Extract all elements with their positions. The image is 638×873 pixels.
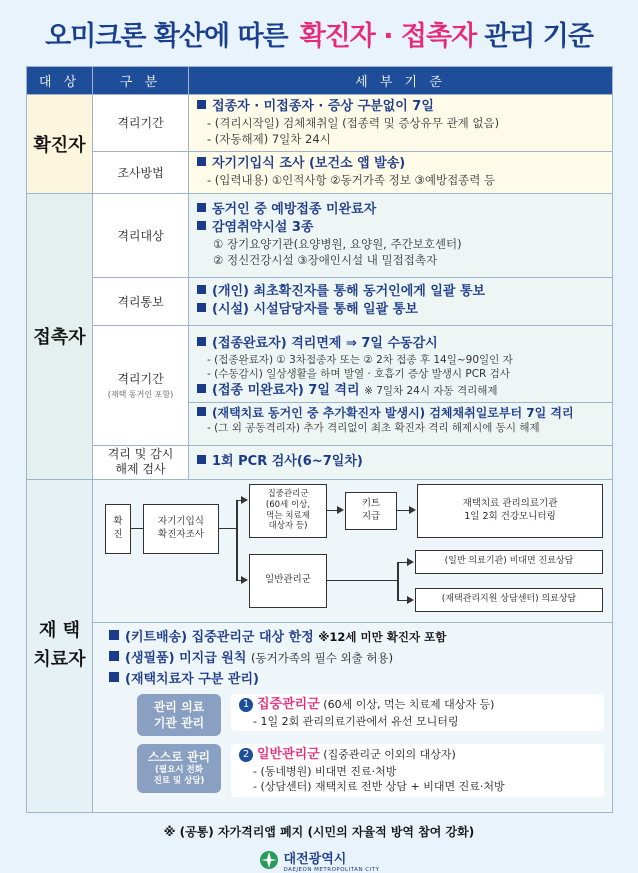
square-bullet-icon (197, 157, 206, 166)
detail-survey (189, 151, 613, 193)
header-category: 구 분 (93, 67, 189, 95)
sub-period-label: 격리기간 (117, 372, 164, 387)
sub-notice: 격리통보 (93, 277, 189, 325)
footer-note: ※ (공통) 자가격리앱 폐지 (시민의 자율적 방역 참여 강화) (163, 824, 475, 839)
detail-line: - (격리시작일) 검체채취일 (접종력 및 증상유무 관계 없음) (207, 115, 500, 130)
bullet-text: (재택치료자 구분 관리) (125, 671, 259, 687)
detail-line: ② 정신건강시설 ③장애인시설 내 밀접접촉자 (213, 253, 438, 268)
detail-target (189, 193, 613, 277)
flow-text: 확진자조사 (158, 528, 204, 540)
detail-bold: (접종 미완료자) 7일 격리 (212, 382, 360, 398)
arrow-icon (407, 558, 414, 566)
flow-intensive-box (249, 484, 327, 538)
detail-period (189, 325, 613, 445)
flow-kit-box (345, 492, 397, 530)
mgmt-label (137, 694, 221, 736)
detail-line: - (입력내용) ①인적사항 ②동거가족 정보 ③예방접종력 등 (207, 173, 496, 188)
flow-monitor-box (417, 484, 603, 538)
mgmt-line: - 1일 2회 관리의료기관에서 유선 모니터링 (253, 714, 459, 728)
square-bullet-icon (109, 672, 119, 682)
title-part2: 확진자 · 접촉자 (299, 20, 477, 52)
home-bullets (93, 622, 612, 690)
home-section (93, 479, 613, 812)
detail-isolation (189, 95, 613, 152)
square-bullet-icon (197, 455, 206, 464)
detail-line: ① 장기요양기관(요양병원, 요양원, 주간보호센터) (213, 237, 462, 252)
table-header (27, 67, 613, 95)
mgmt-label-line: 관리 의료 (153, 699, 205, 714)
table-row (27, 445, 613, 479)
criteria-table (26, 66, 613, 813)
detail-note: ※ 7일차 24시 자동 격리해제 (364, 384, 498, 397)
flow-survey-box (143, 504, 219, 554)
table-row (27, 277, 613, 325)
header-detail: 세 부 기 준 (189, 67, 613, 95)
detail-line: - (접종완료자) ① 3차접종자 또는 ② 2차 접종 후 14일~90일인 자 (207, 353, 513, 366)
flow-confirmed-box (105, 504, 131, 554)
category-home-line: 재 택 (38, 619, 81, 641)
flow-text: 진 (113, 528, 123, 540)
square-bullet-icon (197, 285, 206, 294)
sub-survey: 조사방법 (93, 151, 189, 193)
mgmt-intensive (93, 694, 612, 740)
detail-bold: 자기기입식 조사 (보건소 앱 발송) (212, 156, 406, 172)
detail-line: - (수동감시) 일상생활을 하며 발열 · 호흡기 증상 발생시 PCR 검사 (207, 368, 510, 381)
arrow-icon (407, 596, 414, 604)
table-row (27, 479, 613, 812)
square-bullet-icon (197, 337, 206, 346)
detail-bold: (시설) 시설담당자를 통해 일괄 통보 (212, 302, 418, 318)
flow-text: 키트 (361, 498, 381, 510)
mgmt-title: 일반관리군 (257, 746, 320, 762)
detail-notice (189, 277, 613, 325)
page-title (26, 0, 612, 66)
square-bullet-icon (197, 203, 206, 212)
mgmt-line: - (동네병원) 비대면 진료·처방 (253, 764, 397, 778)
detail-bold: 감염취약시설 3종 (212, 220, 314, 236)
bullet-note: (동거가족의 필수 외출 허용) (250, 650, 394, 665)
category-confirmed: 확진자 (27, 95, 93, 194)
flow-general-box (249, 554, 327, 608)
detail-release (189, 445, 613, 479)
flow-connector (131, 528, 143, 530)
detail-bold: 동거인 중 예방접종 미완료자 (212, 202, 377, 218)
mgmt-label (137, 744, 221, 793)
mgmt-label-line: 진료 및 상담) (153, 776, 205, 787)
home-flow-diagram (93, 484, 612, 620)
flow-text: 확 (113, 516, 123, 528)
mgmt-title-note: (60세 이상, 먹는 치료제 대상자 등) (323, 697, 495, 711)
sub-release-line: 격리 및 감시 (107, 447, 174, 462)
arrow-icon (337, 506, 344, 514)
category-home-line: 치료자 (33, 648, 86, 670)
category-home (27, 479, 93, 812)
mgmt-general (93, 744, 612, 806)
arrow-icon (241, 576, 248, 584)
sub-target: 격리대상 (93, 193, 189, 277)
logo-text-en: DAEJEON METROPOLITAN CITY (283, 866, 380, 873)
square-bullet-icon (197, 221, 206, 230)
mgmt-label-line: 기관 관리 (153, 715, 205, 730)
flow-connector (397, 562, 399, 600)
number-badge: 1 (239, 698, 253, 712)
square-bullet-icon (109, 651, 119, 661)
arrow-icon (241, 496, 248, 504)
category-contact: 접촉자 (27, 193, 93, 479)
city-emblem-icon (259, 850, 279, 870)
mgmt-label-line: 스스로 관리 (147, 749, 211, 764)
logo-text-kr: 대전광역시 (283, 851, 347, 867)
sub-release (93, 445, 189, 479)
square-bullet-icon (197, 384, 206, 393)
city-logo (26, 848, 612, 873)
title-part3: 관리 기준 (484, 20, 593, 52)
detail-bold: (접종완료자) 격리면제 ⇒ 7일 수동감시 (212, 335, 438, 351)
flow-text: 대상자 등) (268, 521, 308, 532)
home-bullet (93, 669, 612, 690)
mgmt-text (231, 744, 604, 797)
sub-release-line: 해제 검사 (115, 462, 166, 477)
arrow-icon (409, 506, 416, 514)
table-row (27, 95, 613, 152)
flow-clinic-box (415, 550, 603, 574)
square-bullet-icon (197, 303, 206, 312)
square-bullet-icon (197, 407, 206, 416)
flow-text: 집중관리군 (267, 489, 309, 500)
detail-line: - (그 외 공동격리자) 추가 격리없이 최초 확진자 격리 해제시에 동시 해제 (207, 422, 540, 435)
title-part1: 오미크론 확산에 따른 (45, 20, 288, 52)
number-badge: 2 (239, 748, 253, 762)
flow-connector (219, 528, 237, 530)
home-bullet (93, 648, 612, 669)
detail-bold: 접종자 · 미접종자 · 증상 구분없이 7일 (212, 99, 434, 114)
flow-center-box (415, 588, 603, 612)
bullet-text: (키트배송) 집중관리군 대상 한정 (125, 629, 314, 645)
flow-connector (236, 500, 238, 580)
bullet-note: ※12세 미만 확진자 포함 (318, 629, 447, 644)
flow-text: (일반 의료기관) 비대면 진료상담 (444, 555, 574, 566)
bullet-text: (생필품) 미지급 원칙 (125, 650, 247, 666)
header-target: 대 상 (27, 67, 93, 95)
flow-text: 일반관리군 (265, 574, 311, 586)
sub-period-note: (재택 동거인 포함) (107, 390, 174, 400)
home-bullet (93, 627, 612, 648)
flow-text: 지급 (361, 510, 381, 522)
flow-text: (60세 이상, (265, 500, 311, 511)
table-row (27, 325, 613, 445)
table-row (27, 151, 613, 193)
flow-text: 1일 2회 건강모니터링 (464, 510, 556, 522)
flow-connector (327, 580, 397, 582)
square-bullet-icon (109, 630, 119, 640)
flow-text: 재택치료 관리의료기관 (462, 498, 558, 510)
flow-text: (재택관리지원 상담센터) 의료상담 (441, 593, 577, 604)
square-bullet-icon (197, 100, 206, 109)
detail-bold: (재택치료 동거인 중 추가확진자 발생시) 검체채취일로부터 7일 격리 (212, 405, 574, 420)
mgmt-label-line: (필요시 전화 (155, 764, 203, 775)
sub-period (93, 325, 189, 445)
detail-line: - (자동해제) 7일차 24시 (207, 131, 331, 146)
mgmt-title: 집중관리군 (257, 696, 320, 712)
detail-bold: 1회 PCR 검사(6~7일차) (212, 454, 363, 470)
flow-text: 먹는 치료제 (266, 510, 310, 521)
detail-bold: (개인) 최초확진자를 통해 동거인에게 일괄 통보 (212, 284, 486, 300)
table-row (27, 193, 613, 277)
sub-isolation: 격리기간 (93, 95, 189, 152)
mgmt-title-note: (집중관리군 이외의 대상자) (323, 747, 456, 761)
flow-text: 자기기입식 (158, 516, 204, 528)
mgmt-text (231, 694, 604, 732)
mgmt-line: - (상담센터) 재택치료 전반 상담 + 비대면 진료·처방 (253, 780, 505, 794)
